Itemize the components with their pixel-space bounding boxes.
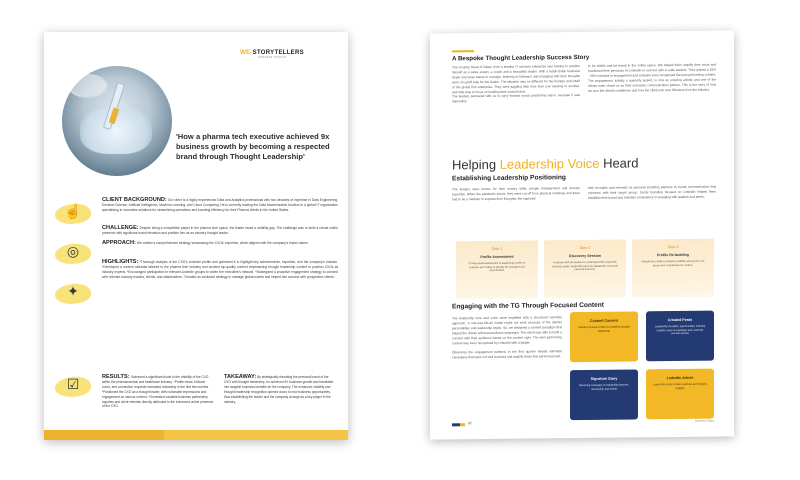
tile-title: Curated Content: [589, 318, 619, 323]
logo-prefix: WE-: [240, 50, 253, 56]
challenge-section: [102, 226, 338, 236]
case-study-page-left: [44, 32, 348, 440]
process-step: [456, 240, 538, 299]
logo-wordmark: STORYTELLERS: [252, 50, 304, 56]
tile-title: LinkedIn Article: [666, 375, 694, 381]
intro-text-right: to be visible and be heard in the online space. We helped them amplify their voice and positioned their personas on LinkedIn to connect with C-suite leaders. They gained a 15% - 20% increase in engagement and LinkedIn even recognised the best performing content. The engagement, initially a quarterly project, is now an ongoing activity and one of the clients even chose us as their executive communication partner. This is the story of how we won the client's confidence and how the client won new followers from the industry.: [588, 62, 716, 93]
heading-part: Heard: [599, 155, 639, 171]
section-text: By strategically elevating the personal brand of the CXO with thought leadership, he achieved 9X business growth and translated into tangible business benefits for the company. The enhanced visibility and thought leadership recognition opened doors to new business opportunities, thus establishing the leader and the company at large as a key player in the industry.: [224, 375, 334, 404]
section-text: *Achieved a significant boost in the visibility of the CXO within the pharmaceutical and healthcare industry. *Profile views, follower count, and connection requests increased noticeably in the first few months. *Positioned the CXO as a thought leader, with noticeable impressions and engagement on various content. *Generated valuable business partnership inquiries and client referrals directly attributed to the enhanced online presence of the CXO.: [102, 375, 214, 409]
step-number: Step 1: [491, 246, 503, 251]
intro-paragraph-2: The leaders partnered with us to carry forward social positioning vision, because it was imperative: [452, 93, 580, 104]
heading-accent-line: [452, 50, 474, 52]
engaging-paragraph-2: Observing the engagement patterns in the first quarter helped eliminate campaigns that were not well received and amplify those that performed well.: [452, 349, 562, 360]
heading-part: Helping: [452, 156, 500, 173]
content-tile: [570, 369, 638, 420]
headline-quote: 'How a pharma tech executive achieved 9x business growth by becoming a respected brand through Thought Leadership': [176, 132, 330, 162]
story-title: A Bespoke Thought Leadership Success Story: [452, 53, 590, 63]
section-text: *Thorough analysis of the CXO's LinkedIn profile and optimized it to highlight key achievements, expertise, and the company's mission. *Developed a content calendar tailored to the pharma tech industry and curated top-quality content emphasizing thought leadership content to position CXOs as industry experts. *Encouraged participation in relevant LinkedIn groups to widen the executive's network. *Strategized a proactive engagement strategy to connect with relevant industry leaders, clients, and stakeholders. *Created an exclusive strategy to manage global events and helped him connect with prospective clients.: [102, 260, 338, 280]
heading-highlight: Leadership Voice: [499, 155, 600, 172]
section-text: Our client is a highly experienced Data and Analytics professional with two decades of expertise in Data Engineering, Decision Science, Artificial Intelligence, Machine Learning, and Cloud Computing. He is currently leading the Data Modernization function in a global IT organization specializing in innovative solutions for streamlining operations and boosting efficiency for their Pharma clients in the United States.: [102, 198, 338, 213]
logo-tagline: CONTENT STUDIO: [257, 56, 287, 59]
step-description: A session with the leaders to understand their expertise, business goals, leadership persona, leadership voice and personal interests.: [552, 260, 618, 272]
intro-text-left: [452, 64, 580, 105]
tile-title: Created Posts: [667, 317, 693, 323]
checklist-icon: ☑: [66, 376, 80, 392]
content-tile: [570, 311, 638, 362]
section-text: Despite being a competitive player in the pharma tech space, the leader faced a visibility gap. The challenge was to build a robust online presence with significant brand elevation and position him as an industry thought leader.: [102, 226, 338, 236]
engaging-text: [452, 315, 562, 360]
page-number: 02: [468, 421, 472, 426]
tile-description: Recurring campaign on leadership lessons, mentorship and trends: [579, 383, 629, 391]
footer-bar-navy: [452, 423, 460, 426]
takeaway-section: [224, 375, 336, 404]
step-description: Primary-level assessment of leadership profile on LinkedIn and Twitter to identify the strengths and opportunities.: [468, 261, 526, 273]
results-section: [102, 375, 214, 409]
target-icon: ◎: [66, 243, 80, 259]
section-label: CHALLENGE:: [102, 225, 139, 231]
positioning-text-left: The leaders were known for their oratory skills, people management and domain expertise. When the pandemic struck, they were cut off from physical meetings and there had to be a medium to express their thoughts; the captured: [452, 186, 580, 202]
tile-description: Long-form posts on best practices and industry insights: [653, 382, 707, 390]
section-label: TAKEAWAY:: [224, 374, 257, 380]
tile-description: Industry-focused content to establish thought leadership: [578, 325, 630, 333]
tile-title: Signature Story: [590, 376, 618, 381]
section-label: HIGHLIGHTS:: [102, 259, 139, 265]
scientist-photo: [62, 66, 172, 176]
step-name: Profile Assessment: [480, 254, 514, 260]
content-tile: [646, 369, 714, 420]
step-description: Rebuild the profile to enhance visibility among the core group and complement its content.: [641, 259, 705, 267]
footer-bar-accent: [44, 430, 164, 440]
process-step: [544, 240, 626, 299]
approach-section: [102, 241, 338, 246]
process-steps: [456, 239, 714, 300]
step-name: Discovery Session: [569, 253, 601, 259]
goggles-shape: [68, 74, 108, 98]
section-text: We crafted a comprehensive strategy showcasing the CXOs' expertise, which aligned with the company's brand values.: [135, 241, 309, 245]
hand-icon: ☝: [64, 203, 82, 219]
positioning-text-right: their thoughts and interests as personal branding partners to curate communication that connects with their target group. Social branding focused on LinkedIn helped them establish their brand and maintain consistency in engaging with leaders and peers.: [588, 184, 716, 200]
tile-description: Leadership thoughts, opportunities, industry insights, team & employee and customer success stories: [654, 324, 706, 336]
section-heading-large: [452, 155, 638, 172]
engaging-heading: Engaging with the TG Through Focused Content: [452, 301, 605, 311]
client-background-section: [102, 198, 338, 213]
engaging-paragraph: The leadership tone and voice were amplified with a structured narrative approach. A one-size-fits-all model might not work because of the distinct personalities and leadership styles. So, we designed a content paradigm that helped the clients with personalized campaigns. The client was able to build a connect with their audience based on the content style. The best performing content was even recognized by LinkedIn with a badge.: [452, 315, 562, 345]
footer-label: Success Story: [694, 418, 714, 423]
case-study-page-right: [430, 30, 734, 439]
footer-bar-yellow: [460, 423, 465, 426]
stars-icon: ✦: [67, 283, 79, 299]
positioning-heading: Establishing Leadership Positioning: [452, 174, 566, 183]
highlights-section: [102, 260, 338, 280]
content-tiles: [570, 311, 718, 423]
intro-paragraph: The Country Head of Sales, from a leading IT services enterprise was looking to position himself as a sales expert, a coach and a thoughtful leader. With a lettuh-dollar business target and large teams to manage, listening to followers and engaging with their thoughts were an uphill task for the leader. The situation was no different for the founder and CMO of the global firm enterprise. They were juggling their time from one meeting to another, with little time to focus on building their social brand.: [452, 64, 580, 94]
section-label: CLIENT BACKGROUND:: [102, 197, 167, 203]
process-step: [632, 239, 714, 298]
content-tile: [646, 311, 714, 362]
page-footer: [452, 419, 714, 428]
section-label: RESULTS:: [102, 374, 130, 380]
section-label: APPROACH:: [102, 240, 136, 246]
step-number: Step 2: [579, 245, 591, 251]
step-number: Step 3: [667, 244, 679, 250]
step-name: Profile Re-building: [657, 252, 689, 258]
we-storytellers-logo: [232, 50, 312, 59]
